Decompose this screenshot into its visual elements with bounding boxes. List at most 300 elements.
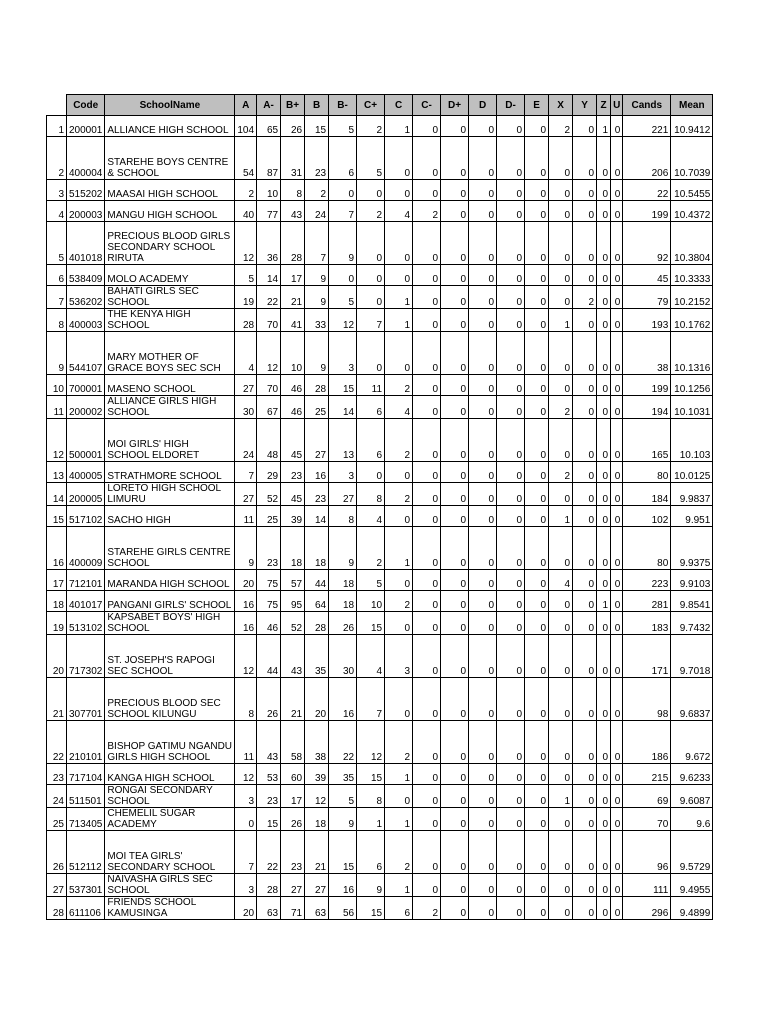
grade-count-cell: 23 xyxy=(305,483,329,506)
grade-count-cell: 0 xyxy=(441,678,469,721)
school-name-cell: MASENO SCHOOL xyxy=(105,375,235,396)
grade-count-cell: 10 xyxy=(357,591,385,612)
grade-count-cell: 39 xyxy=(305,764,329,785)
mean-cell: 9.4955 xyxy=(671,874,713,897)
rank-cell: 5 xyxy=(47,222,67,265)
grade-count-cell: 0 xyxy=(573,419,597,462)
grade-count-cell: 2 xyxy=(357,201,385,222)
rank-cell: 18 xyxy=(47,591,67,612)
grade-count-cell: 0 xyxy=(549,591,573,612)
table-row xyxy=(47,332,713,375)
grade-count-cell: 28 xyxy=(305,375,329,396)
grade-count-cell: 54 xyxy=(235,137,257,180)
table-row xyxy=(47,116,713,137)
grade-count-cell: 8 xyxy=(357,483,385,506)
grade-count-cell: 31 xyxy=(281,137,305,180)
grade-count-cell: 1 xyxy=(385,874,413,897)
grade-count-cell: 23 xyxy=(257,527,281,570)
school-name-cell: ALLIANCE GIRLS HIGH SCHOOL xyxy=(105,396,235,419)
column-header: D xyxy=(469,95,497,116)
grade-count-cell: 0 xyxy=(573,570,597,591)
grade-count-cell: 0 xyxy=(385,506,413,527)
column-header: B- xyxy=(329,95,357,116)
mean-cell: 10.3333 xyxy=(671,265,713,286)
grade-count-cell: 60 xyxy=(281,764,305,785)
grade-count-cell: 15 xyxy=(357,612,385,635)
grade-count-cell: 0 xyxy=(573,396,597,419)
grade-count-cell: 17 xyxy=(281,265,305,286)
grade-count-cell: 0 xyxy=(385,612,413,635)
grade-count-cell: 0 xyxy=(413,678,441,721)
column-header: C xyxy=(385,95,413,116)
code-cell: 512112 xyxy=(67,831,105,874)
grade-count-cell: 71 xyxy=(281,897,305,920)
grade-count-cell: 27 xyxy=(305,874,329,897)
grade-count-cell: 2 xyxy=(385,591,413,612)
grade-count-cell: 5 xyxy=(357,570,385,591)
grade-count-cell: 0 xyxy=(525,332,549,375)
grade-count-cell: 2 xyxy=(385,483,413,506)
grade-count-cell: 0 xyxy=(549,265,573,286)
grade-count-cell: 0 xyxy=(525,612,549,635)
grade-count-cell: 28 xyxy=(257,874,281,897)
table-body xyxy=(47,116,713,920)
school-name-cell: PANGANI GIRLS' SCHOOL xyxy=(105,591,235,612)
grade-count-cell: 26 xyxy=(281,116,305,137)
grade-count-cell: 0 xyxy=(469,375,497,396)
grade-count-cell: 21 xyxy=(281,678,305,721)
column-header: U xyxy=(611,95,623,116)
mean-cell: 10.1256 xyxy=(671,375,713,396)
table-row xyxy=(47,462,713,483)
grade-count-cell: 0 xyxy=(497,527,525,570)
grade-count-cell: 3 xyxy=(329,332,357,375)
grade-count-cell: 35 xyxy=(329,764,357,785)
grade-count-cell: 0 xyxy=(611,222,623,265)
table-row xyxy=(47,874,713,897)
grade-count-cell: 0 xyxy=(597,506,611,527)
grade-count-cell: 27 xyxy=(235,375,257,396)
grade-count-cell: 0 xyxy=(469,309,497,332)
column-header: C+ xyxy=(357,95,385,116)
grade-count-cell: 13 xyxy=(329,419,357,462)
grade-count-cell: 0 xyxy=(525,527,549,570)
cands-cell: 70 xyxy=(623,808,671,831)
grade-count-cell: 0 xyxy=(573,764,597,785)
grade-count-cell: 0 xyxy=(549,527,573,570)
grade-count-cell: 15 xyxy=(329,375,357,396)
grade-count-cell: 0 xyxy=(597,808,611,831)
table-row xyxy=(47,635,713,678)
school-name-cell: ST. JOSEPH'S RAPOGI SEC SCHOOL xyxy=(105,635,235,678)
grade-count-cell: 0 xyxy=(611,874,623,897)
mean-cell: 9.8541 xyxy=(671,591,713,612)
cands-cell: 186 xyxy=(623,721,671,764)
grade-count-cell: 43 xyxy=(281,201,305,222)
grade-count-cell: 0 xyxy=(549,808,573,831)
grade-count-cell: 3 xyxy=(235,785,257,808)
grade-count-cell: 17 xyxy=(281,785,305,808)
grade-count-cell: 0 xyxy=(413,332,441,375)
code-cell: 544107 xyxy=(67,332,105,375)
grade-count-cell: 0 xyxy=(597,874,611,897)
grade-count-cell: 0 xyxy=(525,309,549,332)
grade-count-cell: 1 xyxy=(549,785,573,808)
cands-cell: 45 xyxy=(623,265,671,286)
grade-count-cell: 0 xyxy=(549,419,573,462)
grade-count-cell: 0 xyxy=(497,635,525,678)
rank-cell: 6 xyxy=(47,265,67,286)
grade-count-cell: 0 xyxy=(357,265,385,286)
grade-count-cell: 23 xyxy=(281,462,305,483)
grade-count-cell: 70 xyxy=(257,375,281,396)
table-row xyxy=(47,265,713,286)
grade-count-cell: 18 xyxy=(305,527,329,570)
grade-count-cell: 0 xyxy=(497,309,525,332)
rank-cell: 23 xyxy=(47,764,67,785)
table-row xyxy=(47,286,713,309)
grade-count-cell: 0 xyxy=(413,570,441,591)
grade-count-cell: 0 xyxy=(525,462,549,483)
grade-count-cell: 0 xyxy=(611,137,623,180)
grade-count-cell: 0 xyxy=(497,137,525,180)
school-name-cell: KAPSABET BOYS' HIGH SCHOOL xyxy=(105,612,235,635)
grade-count-cell: 7 xyxy=(235,462,257,483)
table-row xyxy=(47,721,713,764)
grade-count-cell: 0 xyxy=(469,201,497,222)
table-row xyxy=(47,201,713,222)
code-cell: 513102 xyxy=(67,612,105,635)
grade-count-cell: 0 xyxy=(469,180,497,201)
grade-count-cell: 4 xyxy=(385,396,413,419)
grade-count-cell: 0 xyxy=(549,764,573,785)
grade-count-cell: 8 xyxy=(281,180,305,201)
code-cell: 210101 xyxy=(67,721,105,764)
grade-count-cell: 53 xyxy=(257,764,281,785)
code-cell: 401017 xyxy=(67,591,105,612)
rank-cell: 17 xyxy=(47,570,67,591)
school-name-cell: MARY MOTHER OF GRACE BOYS SEC SCH xyxy=(105,332,235,375)
grade-count-cell: 6 xyxy=(385,897,413,920)
school-name-cell: BAHATI GIRLS SEC SCHOOL xyxy=(105,286,235,309)
grade-count-cell: 0 xyxy=(357,180,385,201)
grade-count-cell: 2 xyxy=(549,396,573,419)
code-cell: 713405 xyxy=(67,808,105,831)
grade-count-cell: 0 xyxy=(385,137,413,180)
cands-cell: 184 xyxy=(623,483,671,506)
grade-count-cell: 0 xyxy=(611,721,623,764)
code-cell: 712101 xyxy=(67,570,105,591)
grade-count-cell: 0 xyxy=(525,396,549,419)
grade-count-cell: 9 xyxy=(329,222,357,265)
grade-count-cell: 15 xyxy=(357,764,385,785)
grade-count-cell: 0 xyxy=(441,483,469,506)
grade-count-cell: 4 xyxy=(357,635,385,678)
grade-count-cell: 0 xyxy=(441,419,469,462)
grade-count-cell: 0 xyxy=(385,180,413,201)
grade-count-cell: 0 xyxy=(413,483,441,506)
grade-count-cell: 2 xyxy=(305,180,329,201)
grade-count-cell: 4 xyxy=(385,201,413,222)
school-name-cell: ALLIANCE HIGH SCHOOL xyxy=(105,116,235,137)
grade-count-cell: 0 xyxy=(413,116,441,137)
grade-count-cell: 0 xyxy=(597,527,611,570)
mean-cell: 9.672 xyxy=(671,721,713,764)
grade-count-cell: 23 xyxy=(305,137,329,180)
grade-count-cell: 2 xyxy=(357,527,385,570)
grade-count-cell: 20 xyxy=(235,897,257,920)
column-header: B+ xyxy=(281,95,305,116)
grade-count-cell: 45 xyxy=(281,419,305,462)
grade-count-cell: 0 xyxy=(357,222,385,265)
cands-cell: 69 xyxy=(623,785,671,808)
grade-count-cell: 0 xyxy=(525,635,549,678)
school-name-cell: BISHOP GATIMU NGANDU GIRLS HIGH SCHOOL xyxy=(105,721,235,764)
column-header: SchoolName xyxy=(105,95,235,116)
grade-count-cell: 0 xyxy=(573,506,597,527)
code-cell: 536202 xyxy=(67,286,105,309)
grade-count-cell: 0 xyxy=(441,831,469,874)
grade-count-cell: 0 xyxy=(497,570,525,591)
grade-count-cell: 28 xyxy=(281,222,305,265)
code-cell: 700001 xyxy=(67,375,105,396)
grade-count-cell: 0 xyxy=(611,309,623,332)
grade-count-cell: 0 xyxy=(497,462,525,483)
grade-count-cell: 38 xyxy=(305,721,329,764)
grade-count-cell: 0 xyxy=(525,375,549,396)
grade-count-cell: 30 xyxy=(235,396,257,419)
grade-count-cell: 5 xyxy=(235,265,257,286)
grade-count-cell: 26 xyxy=(257,678,281,721)
rank-cell: 2 xyxy=(47,137,67,180)
mean-cell: 10.5455 xyxy=(671,180,713,201)
cands-cell: 38 xyxy=(623,332,671,375)
mean-cell: 10.1762 xyxy=(671,309,713,332)
grade-count-cell: 8 xyxy=(357,785,385,808)
grade-count-cell: 0 xyxy=(597,309,611,332)
grade-count-cell: 0 xyxy=(525,137,549,180)
cands-cell: 102 xyxy=(623,506,671,527)
grade-count-cell: 0 xyxy=(497,375,525,396)
rank-cell: 10 xyxy=(47,375,67,396)
column-header: C- xyxy=(413,95,441,116)
grade-count-cell: 0 xyxy=(573,180,597,201)
column-header: Code xyxy=(67,95,105,116)
table-row xyxy=(47,483,713,506)
grade-count-cell: 0 xyxy=(611,396,623,419)
grade-count-cell: 0 xyxy=(441,506,469,527)
mean-cell: 10.1316 xyxy=(671,332,713,375)
school-name-cell: MOI TEA GIRLS' SECONDARY SCHOOL xyxy=(105,831,235,874)
table-row xyxy=(47,678,713,721)
grade-count-cell: 45 xyxy=(281,483,305,506)
code-cell: 500001 xyxy=(67,419,105,462)
grade-count-cell: 57 xyxy=(281,570,305,591)
grade-count-cell: 22 xyxy=(257,286,281,309)
grade-count-cell: 0 xyxy=(497,222,525,265)
school-name-cell: MOI GIRLS' HIGH SCHOOL ELDORET xyxy=(105,419,235,462)
grade-count-cell: 0 xyxy=(469,286,497,309)
mean-cell: 10.3804 xyxy=(671,222,713,265)
grade-count-cell: 3 xyxy=(235,874,257,897)
cands-cell: 22 xyxy=(623,180,671,201)
grade-count-cell: 0 xyxy=(525,222,549,265)
cands-cell: 215 xyxy=(623,764,671,785)
grade-count-cell: 1 xyxy=(385,808,413,831)
grade-count-cell: 0 xyxy=(549,137,573,180)
school-name-cell: STAREHE BOYS CENTRE & SCHOOL xyxy=(105,137,235,180)
grade-count-cell: 0 xyxy=(573,309,597,332)
grade-count-cell: 1 xyxy=(597,591,611,612)
grade-count-cell: 2 xyxy=(413,201,441,222)
grade-count-cell: 0 xyxy=(525,678,549,721)
grade-count-cell: 0 xyxy=(497,808,525,831)
grade-count-cell: 0 xyxy=(549,332,573,375)
grade-count-cell: 75 xyxy=(257,591,281,612)
grade-count-cell: 7 xyxy=(357,309,385,332)
grade-count-cell: 0 xyxy=(385,462,413,483)
code-cell: 515202 xyxy=(67,180,105,201)
grade-count-cell: 0 xyxy=(597,265,611,286)
table-row xyxy=(47,527,713,570)
school-name-cell: CHEMELIL SUGAR ACADEMY xyxy=(105,808,235,831)
grade-count-cell: 0 xyxy=(573,635,597,678)
grade-count-cell: 15 xyxy=(329,831,357,874)
grade-count-cell: 1 xyxy=(597,116,611,137)
mean-cell: 10.0125 xyxy=(671,462,713,483)
rank-cell: 21 xyxy=(47,678,67,721)
grade-count-cell: 0 xyxy=(597,678,611,721)
school-name-cell: STAREHE GIRLS CENTRE SCHOOL xyxy=(105,527,235,570)
grade-count-cell: 0 xyxy=(497,201,525,222)
grade-count-cell: 0 xyxy=(497,419,525,462)
cands-cell: 79 xyxy=(623,286,671,309)
grade-count-cell: 9 xyxy=(305,286,329,309)
grade-count-cell: 0 xyxy=(611,764,623,785)
grade-count-cell: 0 xyxy=(497,265,525,286)
mean-cell: 9.951 xyxy=(671,506,713,527)
school-name-cell: FRIENDS SCHOOL KAMUSINGA xyxy=(105,897,235,920)
grade-count-cell: 0 xyxy=(597,897,611,920)
header-row xyxy=(47,95,713,116)
grade-count-cell: 14 xyxy=(329,396,357,419)
grade-count-cell: 52 xyxy=(257,483,281,506)
grade-count-cell: 0 xyxy=(611,286,623,309)
grade-count-cell: 35 xyxy=(305,635,329,678)
grade-count-cell: 0 xyxy=(469,831,497,874)
grade-count-cell: 0 xyxy=(469,612,497,635)
grade-count-cell: 20 xyxy=(235,570,257,591)
grade-count-cell: 0 xyxy=(611,635,623,678)
grade-count-cell: 0 xyxy=(413,375,441,396)
grade-count-cell: 0 xyxy=(611,678,623,721)
grade-count-cell: 0 xyxy=(573,808,597,831)
column-header: Mean xyxy=(671,95,713,116)
grade-count-cell: 0 xyxy=(469,764,497,785)
grade-count-cell: 9 xyxy=(305,332,329,375)
grade-count-cell: 0 xyxy=(385,678,413,721)
grade-count-cell: 0 xyxy=(441,591,469,612)
cands-cell: 199 xyxy=(623,375,671,396)
grade-count-cell: 0 xyxy=(357,462,385,483)
grade-count-cell: 6 xyxy=(329,137,357,180)
grade-count-cell: 9 xyxy=(329,527,357,570)
grade-count-cell: 5 xyxy=(329,286,357,309)
column-header: B xyxy=(305,95,329,116)
grade-count-cell: 6 xyxy=(357,419,385,462)
grade-count-cell: 0 xyxy=(469,874,497,897)
grade-count-cell: 0 xyxy=(497,506,525,527)
grade-count-cell: 0 xyxy=(525,785,549,808)
school-name-cell: LORETO HIGH SCHOOL LIMURU xyxy=(105,483,235,506)
grade-count-cell: 0 xyxy=(469,116,497,137)
grade-count-cell: 11 xyxy=(235,721,257,764)
grade-count-cell: 4 xyxy=(235,332,257,375)
grade-count-cell: 25 xyxy=(257,506,281,527)
grade-count-cell: 77 xyxy=(257,201,281,222)
grade-count-cell: 5 xyxy=(329,116,357,137)
rank-cell: 12 xyxy=(47,419,67,462)
grade-count-cell: 12 xyxy=(235,635,257,678)
grade-count-cell: 0 xyxy=(549,897,573,920)
grade-count-cell: 0 xyxy=(441,635,469,678)
grade-count-cell: 0 xyxy=(497,591,525,612)
grade-count-cell: 0 xyxy=(573,375,597,396)
grade-count-cell: 0 xyxy=(549,222,573,265)
grade-count-cell: 1 xyxy=(385,309,413,332)
grade-count-cell: 0 xyxy=(549,874,573,897)
grade-count-cell: 0 xyxy=(549,375,573,396)
rank-cell: 26 xyxy=(47,831,67,874)
mean-cell: 10.103 xyxy=(671,419,713,462)
grade-count-cell: 0 xyxy=(525,419,549,462)
grade-count-cell: 0 xyxy=(597,721,611,764)
grade-count-cell: 0 xyxy=(573,612,597,635)
grade-count-cell: 0 xyxy=(611,506,623,527)
grade-count-cell: 12 xyxy=(357,721,385,764)
grade-count-cell: 4 xyxy=(549,570,573,591)
grade-count-cell: 0 xyxy=(525,286,549,309)
table-row xyxy=(47,764,713,785)
code-cell: 200005 xyxy=(67,483,105,506)
grade-count-cell: 1 xyxy=(385,527,413,570)
grade-count-cell: 14 xyxy=(305,506,329,527)
rank-cell: 24 xyxy=(47,785,67,808)
grade-count-cell: 2 xyxy=(385,721,413,764)
cands-cell: 183 xyxy=(623,612,671,635)
column-header: D+ xyxy=(441,95,469,116)
grade-count-cell: 27 xyxy=(281,874,305,897)
grade-count-cell: 44 xyxy=(305,570,329,591)
grade-count-cell: 0 xyxy=(441,375,469,396)
rank-cell: 7 xyxy=(47,286,67,309)
cands-cell: 223 xyxy=(623,570,671,591)
code-cell: 200002 xyxy=(67,396,105,419)
grade-count-cell: 0 xyxy=(413,506,441,527)
table-row xyxy=(47,137,713,180)
grade-count-cell: 0 xyxy=(549,721,573,764)
table-row xyxy=(47,785,713,808)
school-name-cell: MANGU HIGH SCHOOL xyxy=(105,201,235,222)
grade-count-cell: 0 xyxy=(611,785,623,808)
grade-count-cell: 0 xyxy=(441,570,469,591)
code-cell: 400009 xyxy=(67,527,105,570)
mean-cell: 9.9375 xyxy=(671,527,713,570)
grade-count-cell: 26 xyxy=(329,612,357,635)
grade-count-cell: 0 xyxy=(497,897,525,920)
cands-cell: 171 xyxy=(623,635,671,678)
mean-cell: 9.7018 xyxy=(671,635,713,678)
